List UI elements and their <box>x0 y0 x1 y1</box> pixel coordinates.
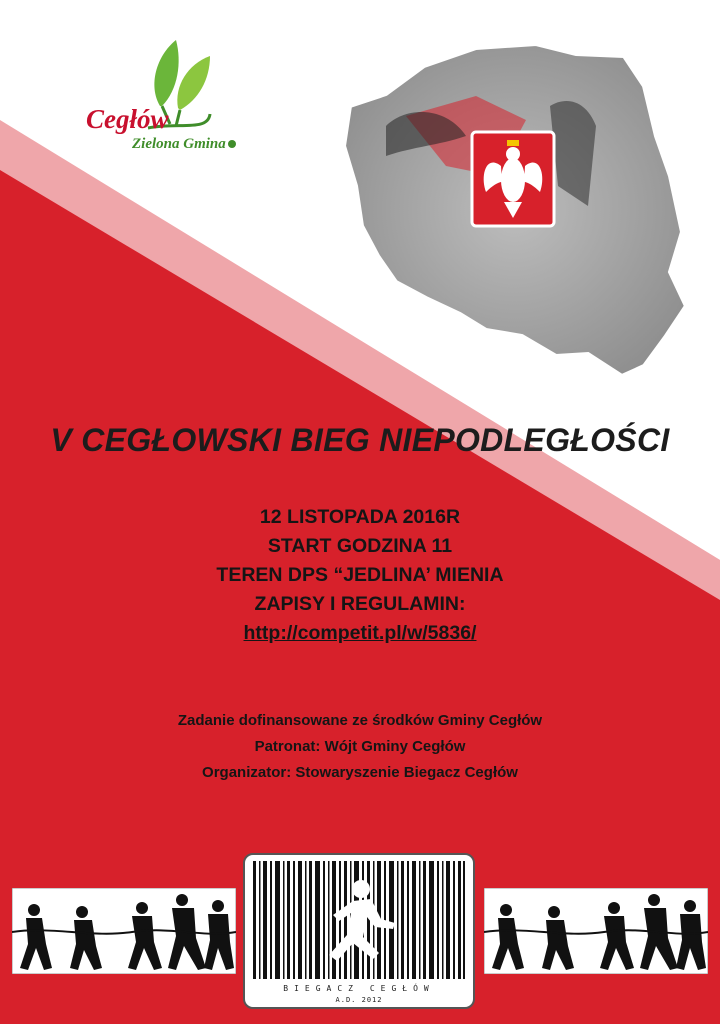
runners-silhouette-left <box>12 888 236 974</box>
barcode-subcaption: A.D. 2012 <box>335 996 383 1004</box>
registration-label: ZAPISY I REGULAMIN: <box>254 593 466 615</box>
runners-silhouette-right <box>484 888 708 974</box>
funding-note: Zadanie dofinansowane ze środków Gminy Cegłów <box>177 712 543 729</box>
event-start-time: START GODZINA 11 <box>267 535 453 557</box>
barcode-bars-icon <box>253 861 465 979</box>
barcode-caption: BIEGACZ CEGŁÓW <box>283 984 435 993</box>
logo-name: Cegłów <box>86 104 169 134</box>
credits <box>0 708 720 786</box>
registration-link[interactable]: http://competit.pl/w/5836/ <box>243 622 477 644</box>
biegacz-barcode-logo <box>243 853 475 1009</box>
event-title: V CEGŁOWSKI BIEG NIEPODLEGŁOŚCI <box>50 422 670 458</box>
patron-note: Patronat: Wójt Gminy Cegłów <box>254 738 466 755</box>
event-location: TEREN DPS “JEDLINA’ MIENIA <box>216 564 504 586</box>
logo-tagline: Zielona Gmina <box>132 136 226 152</box>
poland-map-image <box>326 36 696 386</box>
event-date: 12 LISTOPADA 2016R <box>259 506 461 528</box>
event-info <box>0 503 720 648</box>
organizer-note: Organizator: Stowaryszenie Biegacz Cegłów <box>202 764 518 781</box>
